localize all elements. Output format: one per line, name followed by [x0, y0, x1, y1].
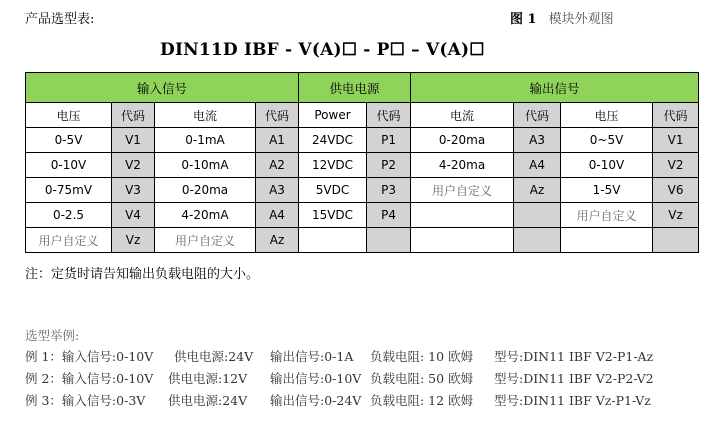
table-cell: 0-10V	[561, 153, 653, 178]
example-output: 输出信号:0-1A	[270, 349, 354, 364]
group-output-signal: 输出信号	[411, 73, 699, 103]
table-group-header	[26, 73, 699, 103]
table-cell: A4	[256, 203, 299, 228]
table-cell: V2	[653, 153, 699, 178]
col-header: 代码	[256, 103, 299, 128]
col-header: 代码	[653, 103, 699, 128]
table-cell: 24VDC	[299, 128, 367, 153]
table-cell: V1	[112, 128, 155, 153]
example-output: 输出信号:0-24V	[270, 393, 362, 408]
group-power-supply: 供电电源	[299, 73, 411, 103]
table-cell: 4-20mA	[155, 203, 256, 228]
model-code: DIN11D IBF - V(A)☐ - P☐ – V(A)☐	[160, 40, 485, 60]
table-cell	[299, 228, 367, 253]
table-cell: P2	[367, 153, 411, 178]
table-cell: A4	[514, 153, 561, 178]
table-cell: 1-5V	[561, 178, 653, 203]
order-note: 注：定货时请告知输出负载电阻的大小。	[25, 267, 260, 282]
example-load: 负载电阻: 12 欧姆	[370, 393, 474, 408]
table-cell: P4	[367, 203, 411, 228]
table-cell	[367, 228, 411, 253]
table-cell	[411, 203, 514, 228]
table-cell: 用户自定义	[411, 178, 514, 203]
table-cell	[514, 203, 561, 228]
table-row	[26, 128, 699, 153]
table-cell: A3	[256, 178, 299, 203]
table-cell: 0-5V	[26, 128, 112, 153]
table-cell: A2	[256, 153, 299, 178]
example-model: 型号:DIN11 IBF Vz-P1-Vz	[494, 393, 651, 408]
table-cell: 0-2.5	[26, 203, 112, 228]
example-input: 例 1：输入信号:0-10V	[25, 349, 154, 364]
col-header: 电流	[411, 103, 514, 128]
table-cell: 0-10mA	[155, 153, 256, 178]
table-cell: 0-20ma	[411, 128, 514, 153]
col-header: 代码	[514, 103, 561, 128]
table-cell: Az	[514, 178, 561, 203]
example-model: 型号:DIN11 IBF V2-P1-Az	[494, 349, 654, 364]
examples-title: 选型举例:	[25, 328, 80, 343]
figure-caption-text: 模块外观图	[548, 12, 614, 27]
table-cell: V6	[653, 178, 699, 203]
table-row	[26, 153, 699, 178]
table-cell: Az	[256, 228, 299, 253]
table-cell: V4	[112, 203, 155, 228]
table-cell: A3	[514, 128, 561, 153]
example-load: 负载电阻: 10 欧姆	[370, 349, 474, 364]
example-power: 供电电源:12V	[168, 371, 248, 386]
table-cell	[653, 228, 699, 253]
table-column-header	[26, 103, 699, 128]
col-header: 代码	[367, 103, 411, 128]
table-cell: 12VDC	[299, 153, 367, 178]
table-cell	[411, 228, 514, 253]
col-header: 电压	[26, 103, 112, 128]
table-cell: 用户自定义	[561, 203, 653, 228]
table-cell: 0-10V	[26, 153, 112, 178]
example-input: 例 3：输入信号:0-3V	[25, 393, 146, 408]
figure-number: 图 1	[510, 12, 537, 27]
example-output: 输出信号:0-10V	[270, 371, 362, 386]
table-cell: Vz	[653, 203, 699, 228]
table-cell: 4-20ma	[411, 153, 514, 178]
col-header: 电流	[155, 103, 256, 128]
table-cell	[561, 228, 653, 253]
table-cell: Vz	[112, 228, 155, 253]
table-cell: 用户自定义	[155, 228, 256, 253]
table-cell: P3	[367, 178, 411, 203]
table-cell: 0-1mA	[155, 128, 256, 153]
col-header: Power	[299, 103, 367, 128]
table-cell: V3	[112, 178, 155, 203]
table-cell: A1	[256, 128, 299, 153]
table-cell: P1	[367, 128, 411, 153]
example-power: 供电电源:24V	[174, 349, 254, 364]
example-model: 型号:DIN11 IBF V2-P2-V2	[494, 371, 654, 386]
table-cell: V2	[112, 153, 155, 178]
table-row	[26, 228, 699, 253]
table-cell: V1	[653, 128, 699, 153]
table-cell: 5VDC	[299, 178, 367, 203]
figure-caption	[510, 8, 614, 27]
table-row	[26, 178, 699, 203]
product-selection-label: 产品选型表:	[25, 12, 95, 27]
table-row	[26, 203, 699, 228]
table-cell	[514, 228, 561, 253]
table-cell: 用户自定义	[26, 228, 112, 253]
example-power: 供电电源:24V	[168, 393, 248, 408]
example-input: 例 2：输入信号:0-10V	[25, 371, 154, 386]
example-load: 负载电阻: 50 欧姆	[370, 371, 474, 386]
col-header: 代码	[112, 103, 155, 128]
group-input-signal: 输入信号	[26, 73, 299, 103]
col-header: 电压	[561, 103, 653, 128]
table-cell: 0-20ma	[155, 178, 256, 203]
table-cell: 0~5V	[561, 128, 653, 153]
table-cell: 0-75mV	[26, 178, 112, 203]
selection-table	[25, 72, 699, 253]
table-cell: 15VDC	[299, 203, 367, 228]
